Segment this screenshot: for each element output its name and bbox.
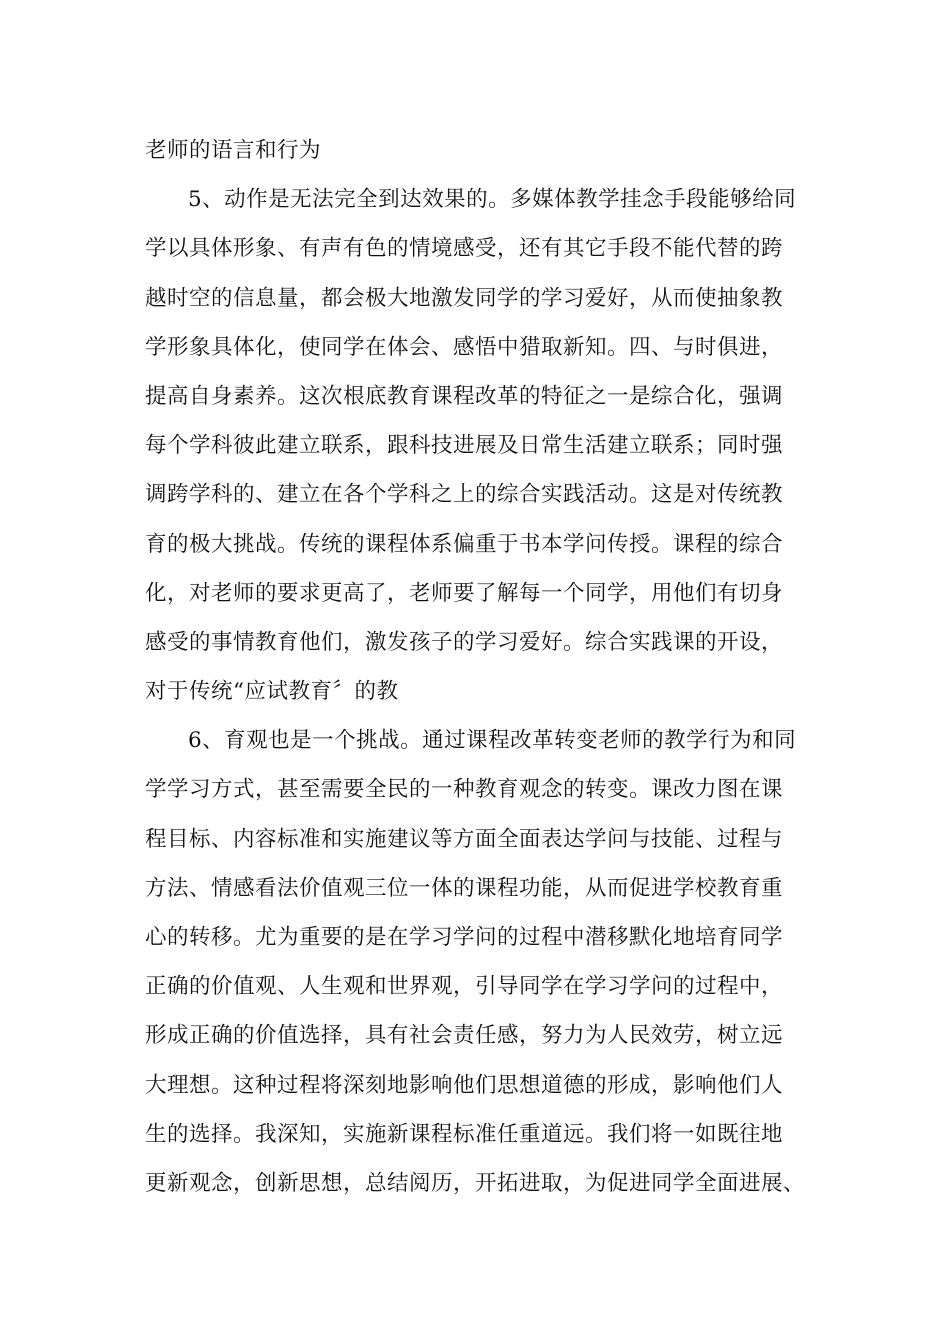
text-line: 每个学科彼此建立联系，跟科技进展及日常生活建立联系；同时强 — [145, 433, 784, 459]
text-line: 越时空的信息量，都会极大地激发同学的学习爱好，从而使抽象教 — [145, 285, 784, 311]
text-line: 更新观念，创新思想，总结阅历，开拓进取，为促进同学全面进展、 — [145, 1170, 806, 1196]
text-line: 学学习方式，甚至需要全民的一种教育观念的转变。课改力图在课 — [145, 777, 784, 803]
text-line: 调跨学科的、建立在各个学科之上的综合实践活动。这是对传统教 — [145, 482, 784, 508]
text-line: 正确的价值观、人生观和世界观，引导同学在学习学问的过程中， — [145, 974, 784, 1000]
text-line: 6、育观也是一个挑战。通过课程改革转变老师的教学行为和同 — [188, 728, 797, 754]
text-line: 大理想。这种过程将深刻地影响他们思想道德的形成，影响他们人 — [145, 1072, 784, 1098]
text-line: 对于传统“应试教育〞的教 — [145, 679, 399, 705]
text-line: 程目标、内容标准和实施建议等方面全面表达学问与技能、过程与 — [145, 826, 784, 852]
text-line: 心的转移。尤为重要的是在学习学问的过程中潜移默化地培育同学 — [145, 925, 784, 950]
text-line: 5、动作是无法完全到达效果的。多媒体教学挂念手段能够给同 — [188, 187, 797, 213]
text-line: 提高自身素养。这次根底教育课程改革的特征之一是综合化，强调 — [145, 383, 784, 409]
text-line: 方法、情感看法价值观三位一体的课程功能，从而促进学校教育重 — [145, 875, 784, 901]
text-line: 生的选择。我深知，实施新课程标准任重道远。我们将一如既往地 — [145, 1121, 784, 1147]
text-line: 形成正确的价值选择，具有社会责任感，努力为人民效劳，树立远 — [145, 1023, 784, 1049]
text-line: 老师的语言和行为 — [145, 138, 322, 163]
text-line: 育的极大挑战。传统的课程体系偏重于书本学问传授。课程的综合 — [145, 531, 784, 557]
text-line: 学以具体形象、有声有色的情境感受，还有其它手段不能代替的跨 — [145, 236, 784, 262]
text-line: 感受的事情教育他们，激发孩子的学习爱好。综合实践课的开设， — [145, 629, 784, 655]
text-line: 化，对老师的要求更高了，老师要了解每一个同学，用他们有切身 — [145, 580, 784, 606]
text-line: 学形象具体化，使同学在体会、感悟中猎取新知。四、与时俱进， — [145, 334, 784, 360]
document-body — [145, 126, 825, 1208]
